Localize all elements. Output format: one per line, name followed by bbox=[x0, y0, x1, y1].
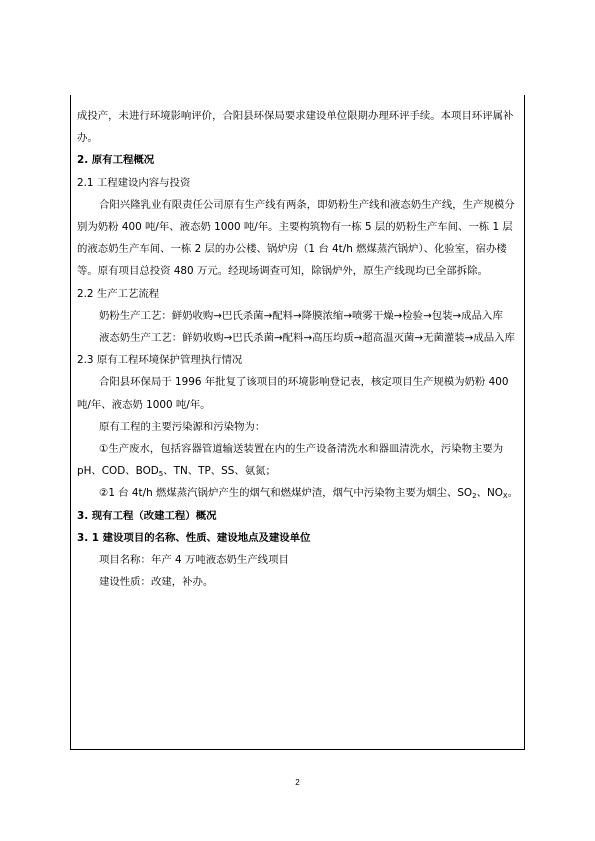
subsection-heading-2-2: 2.2 生产工艺流程 bbox=[77, 287, 160, 300]
boiler-text-end: 。 bbox=[507, 487, 519, 500]
page-number: 2 bbox=[295, 778, 300, 787]
subsection-heading-3-1: 3. 1 建设项目的名称、性质、建设地点及建设单位 bbox=[77, 531, 311, 544]
paragraph-project-nature: 建设性质：改建，补办。 bbox=[99, 576, 214, 589]
nox-subscript: X bbox=[502, 492, 508, 501]
subsection-heading-2-3: 2.3 原有工程环境保护管理执行情况 bbox=[77, 354, 243, 367]
boiler-text-nox: 、NO bbox=[476, 487, 503, 500]
paragraph-intro-continuation: 成投产，未进行环境影响评价，合阳县环保局要求建设单位限期办理环评手续。本项目环评属补办。 bbox=[77, 110, 514, 145]
paragraph-liquid-milk-process: 液态奶生产工艺：鲜奶收购→巴氏杀菌→配料→高压均质→超高温灭菌→无菌灌装→成品入库 bbox=[99, 332, 515, 345]
so2-subscript: 2 bbox=[472, 492, 477, 501]
wastewater-text-end: 、TN、TP、SS、氨氮； bbox=[163, 465, 276, 478]
subsection-heading-2-1: 2.1 工程建设内容与投资 bbox=[77, 176, 191, 189]
paragraph-wastewater bbox=[77, 438, 521, 482]
paragraph-pollution-sources-intro: 原有工程的主要污染源和污染物为： bbox=[99, 420, 266, 433]
paragraph-construction-investment: 合阳兴隆乳业有限责任公司原有生产线有两条，即奶粉生产线和液态奶生产线，生产规模分别为奶粉 400 吨/年、液态奶 1000 吨/年。主要构筑物有一栋 5 层的奶粉生产车间、一栋 1 层的液态奶生产车间、一栋 2 层的办公楼、锅炉房（1 台 4t/h 燃煤蒸汽锅炉）、化验室，宿办楼等。原有项目总投资 480 万元。经现场调查可知，除锅炉外，原生产线现均已全部拆除。 bbox=[77, 198, 515, 278]
paragraph-boiler-emissions bbox=[77, 482, 521, 504]
boiler-text: ②1 台 4t/h 燃煤蒸汽锅炉产生的烟气和燃煤炉渣，烟气中污染物主要为烟尘、SO bbox=[99, 487, 473, 500]
paragraph-project-name: 项目名称：年产 4 万吨液态奶生产线项目 bbox=[99, 554, 289, 567]
document-body bbox=[77, 105, 521, 593]
section-heading-2: 2. 原有工程概况 bbox=[77, 154, 155, 167]
bod-subscript: 5 bbox=[158, 470, 164, 479]
wastewater-text: ①生产废水，包括容器管道输送装置在内的生产设备清洗水和器皿清洗水，污染物主要为 pH、COD、BOD bbox=[77, 443, 504, 478]
paragraph-milk-powder-process: 奶粉生产工艺：鲜奶收购→巴氏杀菌→配料→降膜浓缩→喷雾干燥→检验→包装→成品入库 bbox=[99, 309, 503, 322]
paragraph-approval: 合阳县环保局于 1996 年批复了该项目的环境影响登记表，核定项目生产规模为奶粉 400 吨/年、液态奶 1000 吨/年。 bbox=[77, 376, 509, 411]
section-heading-3: 3. 现有工程（改建工程）概况 bbox=[77, 509, 217, 522]
